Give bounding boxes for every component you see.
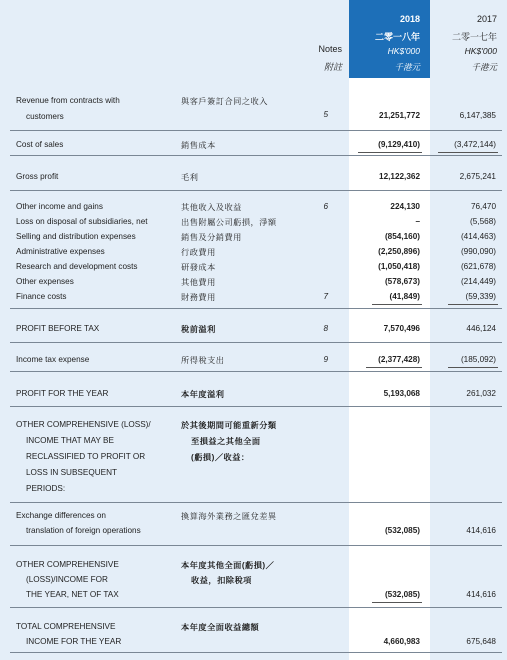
tax-2018: (2,377,428) (378, 355, 420, 364)
oci-net-2017: 414,616 (466, 590, 496, 599)
oci-heading-4: LOSS IN SUBSEQUENT (26, 468, 117, 477)
oci-net-label-1: OTHER COMPREHENSIVE (16, 560, 119, 569)
tax-note: 9 (323, 355, 328, 364)
total-2018: 4,660,983 (383, 637, 420, 646)
underline (438, 152, 498, 153)
other-income-note: 6 (323, 202, 328, 211)
cost-of-sales-label-cn: 銷售成本 (181, 141, 216, 150)
profit-year-label-cn: 本年度溢利 (181, 390, 225, 399)
underline (358, 152, 422, 153)
admin-label: Administrative expenses (16, 247, 105, 256)
other-income-2018: 224,130 (390, 202, 420, 211)
currency-2018: HK$'000 (387, 46, 420, 56)
underline (448, 367, 498, 368)
pbt-2017: 446,124 (466, 324, 496, 333)
profit-year-2018: 5,193,068 (383, 389, 420, 398)
year-2017: 2017 (476, 14, 497, 24)
pbt-label: PROFIT BEFORE TAX (16, 324, 100, 333)
gross-profit-label: Gross profit (16, 172, 59, 181)
divider (10, 607, 502, 608)
total-label-cn: 本年度全面收益總額 (181, 623, 260, 632)
oci-heading-5: PERIODS: (26, 484, 66, 493)
column-header-2017 (430, 0, 507, 78)
admin-2018: (2,250,896) (378, 247, 420, 256)
total-label-1: TOTAL COMPREHENSIVE (16, 622, 116, 631)
oci-net-label-3: THE YEAR, NET OF TAX (26, 590, 119, 599)
column-header-2018 (349, 0, 430, 78)
oci-net-label-cn-2: 收益，扣除稅項 (191, 576, 252, 585)
revenue-label-cn: 與客戶簽訂合同之收入 (181, 97, 268, 106)
pbt-2018: 7,570,496 (383, 324, 420, 333)
tax-label: Income tax expense (16, 355, 90, 364)
divider (10, 342, 502, 343)
divider (10, 502, 502, 503)
finance-costs-2018: (41,849) (389, 292, 420, 301)
underline (372, 602, 422, 603)
profit-year-2017: 261,032 (466, 389, 496, 398)
rnd-2017: (621,678) (460, 262, 496, 271)
loss-disposal-label: Loss on disposal of subsidiaries, net (16, 217, 148, 226)
loss-disposal-2018: – (415, 217, 420, 226)
other-expenses-label-cn: 其他費用 (181, 278, 216, 287)
oci-heading-cn-1: 於其後期間可能重新分類 (181, 421, 277, 430)
other-expenses-2017: (214,449) (460, 277, 496, 286)
exchange-label-cn: 換算海外業務之匯兌差異 (181, 512, 277, 521)
oci-net-label-2: (LOSS)/INCOME FOR (26, 575, 108, 584)
other-expenses-label: Other expenses (16, 277, 74, 286)
revenue-2018: 21,251,772 (379, 111, 420, 120)
selling-label: Selling and distribution expenses (16, 232, 136, 241)
year-2018: 2018 (399, 14, 420, 24)
total-2017: 675,648 (466, 637, 496, 646)
finance-costs-note: 7 (323, 292, 328, 301)
gross-profit-2017: 2,675,241 (459, 172, 496, 181)
year-2018-cn: 二零一八年 (374, 32, 420, 42)
divider (10, 652, 502, 653)
oci-heading-3: RECLASSIFIED TO PROFIT OR (26, 452, 146, 461)
underline (366, 367, 422, 368)
currency-2017-cn: 千港元 (471, 62, 497, 72)
divider (10, 406, 502, 407)
oci-heading-1: OTHER COMPREHENSIVE (LOSS)/ (16, 420, 151, 429)
divider (10, 190, 502, 191)
finance-costs-label-cn: 財務費用 (181, 293, 216, 302)
revenue-note: 5 (323, 110, 328, 119)
divider (10, 545, 502, 546)
oci-net-2018: (532,085) (384, 590, 420, 599)
revenue-label-2: customers (26, 112, 64, 121)
rnd-2018: (1,050,418) (378, 262, 420, 271)
oci-heading-cn-2: 至損益之其他全面 (191, 437, 261, 446)
gross-profit-2018: 12,122,362 (379, 172, 420, 181)
oci-net-label-cn-1: 本年度其他全面(虧損)／ (181, 561, 275, 570)
cost-of-sales-label: Cost of sales (16, 140, 64, 149)
divider (10, 371, 502, 372)
pbt-label-cn: 稅前溢利 (181, 325, 216, 334)
admin-2017: (990,090) (460, 247, 496, 256)
other-income-2017: 76,470 (470, 202, 496, 211)
pbt-note: 8 (323, 324, 328, 333)
divider (10, 155, 502, 156)
divider (10, 130, 502, 131)
profit-year-label: PROFIT FOR THE YEAR (16, 389, 109, 398)
loss-disposal-label-cn: 出售附屬公司虧損，淨額 (181, 218, 277, 227)
other-income-label-cn: 其他收入及收益 (181, 203, 242, 212)
rnd-label-cn: 研發成本 (181, 263, 216, 272)
exchange-label-2: translation of foreign operations (26, 526, 141, 535)
cost-of-sales-2018: (9,129,410) (378, 140, 420, 149)
other-expenses-2018: (578,673) (384, 277, 420, 286)
selling-label-cn: 銷售及分銷費用 (181, 233, 242, 242)
other-income-label: Other income and gains (16, 202, 103, 211)
revenue-label: Revenue from contracts with (16, 96, 120, 105)
currency-2018-cn: 千港元 (394, 62, 420, 72)
oci-heading-cn-3: (虧損)／收益： (191, 453, 250, 462)
underline (448, 304, 498, 305)
exchange-label-1: Exchange differences on (16, 511, 106, 520)
revenue-2017: 6,147,385 (459, 111, 496, 120)
currency-2017: HK$'000 (464, 46, 497, 56)
loss-disposal-2017: (5,568) (470, 217, 496, 226)
exchange-2017: 414,616 (466, 526, 496, 535)
finance-costs-label: Finance costs (16, 292, 67, 301)
total-label-2: INCOME FOR THE YEAR (26, 637, 122, 646)
selling-2017: (414,463) (460, 232, 496, 241)
year-2017-cn: 二零一七年 (451, 32, 497, 42)
notes-header-cn: 附註 (323, 62, 342, 72)
finance-costs-2017: (59,339) (465, 292, 496, 301)
underline (372, 304, 422, 305)
admin-label-cn: 行政費用 (181, 248, 216, 257)
cost-of-sales-2017: (3,472,144) (454, 140, 496, 149)
divider (10, 308, 502, 309)
gross-profit-label-cn: 毛利 (181, 173, 199, 182)
rnd-label: Research and development costs (16, 262, 138, 271)
oci-heading-2: INCOME THAT MAY BE (26, 436, 114, 445)
tax-label-cn: 所得稅支出 (181, 356, 225, 365)
notes-header: Notes (318, 44, 342, 54)
selling-2018: (854,160) (384, 232, 420, 241)
exchange-2018: (532,085) (384, 526, 420, 535)
tax-2017: (185,092) (460, 355, 496, 364)
